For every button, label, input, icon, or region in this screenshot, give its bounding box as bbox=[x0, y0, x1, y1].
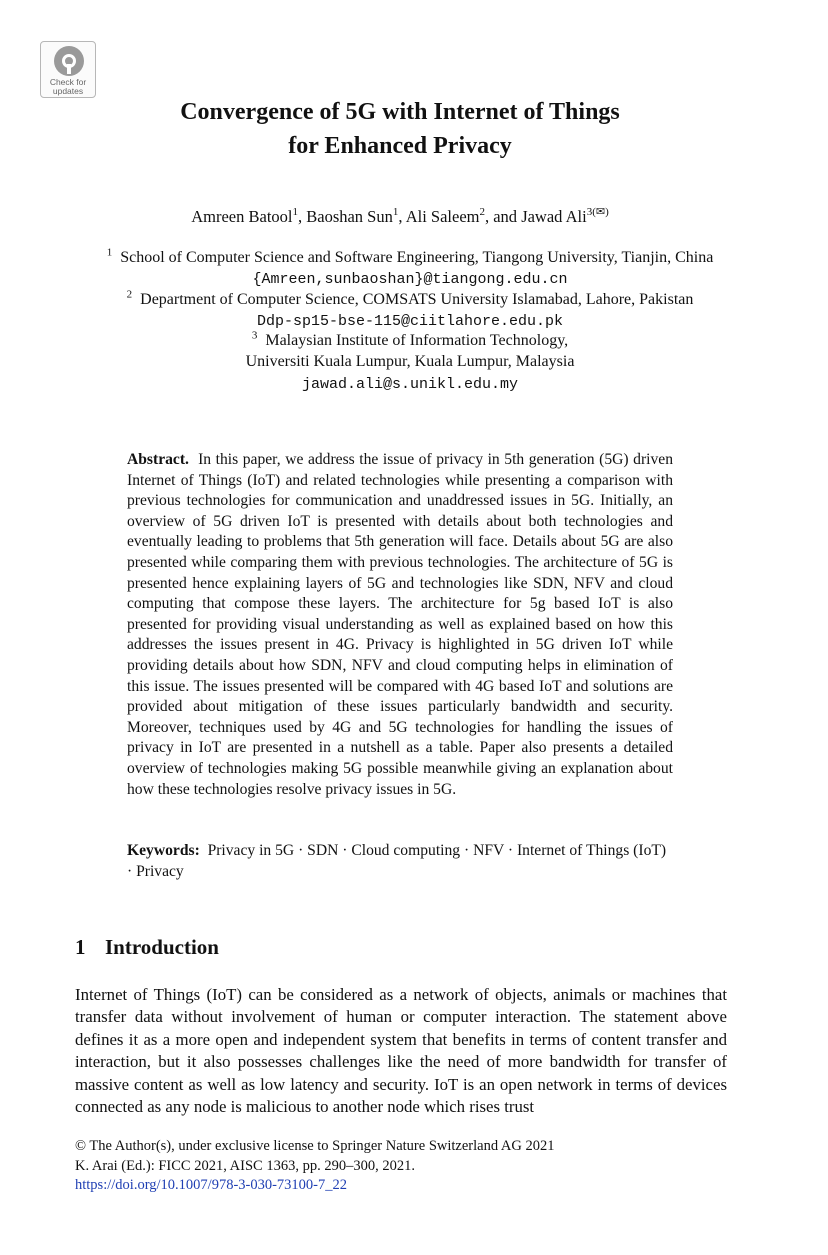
citation-line: K. Arai (Ed.): FICC 2021, AISC 1363, pp. 290–300, 2021. bbox=[75, 1157, 415, 1174]
badge-line1: Check for bbox=[49, 77, 87, 87]
author-name: Jawad Ali bbox=[521, 207, 587, 226]
affiliation-3-line2: Universiti Kuala Lumpur, Kuala Lumpur, Malaysia bbox=[245, 353, 575, 370]
keywords bbox=[127, 841, 673, 882]
author-name: Amreen Batool bbox=[191, 207, 293, 226]
affiliation-mark: 1 bbox=[106, 246, 113, 259]
title-line2: for Enhanced Privacy bbox=[288, 133, 512, 159]
author-list bbox=[100, 206, 700, 228]
affiliation-2 bbox=[60, 290, 760, 311]
author-affiliation-mark: 3(✉) bbox=[586, 205, 609, 218]
section-title: Introduction bbox=[105, 935, 219, 959]
affiliation-1 bbox=[60, 248, 760, 269]
affiliation-3 bbox=[60, 331, 760, 352]
check-for-updates-badge[interactable] bbox=[40, 41, 96, 98]
paper-title bbox=[100, 95, 700, 163]
badge-line2: updates bbox=[52, 86, 84, 96]
affiliation-2-email[interactable]: Ddp-sp15-bse-115@ciitlahore.edu.pk bbox=[256, 313, 564, 330]
intro-paragraph: Internet of Things (IoT) can be considered as a network of objects, animals or machines that transfer data without involvement of human or computer interaction. The statement above defines it as a more open and independent system that benefits in terms of content transfer and interaction, but it also possesses challenges like the need of more bandwidth for transfer of massive content as well as low latency and security. IoT is an open network in terms of devices connected as any node is malicious to another node which rises trust bbox=[75, 985, 727, 1117]
affiliation-3-email[interactable]: jawad.ali@s.unikl.edu.my bbox=[301, 376, 519, 393]
affiliation-1-email[interactable]: {Amreen,sunbaoshan}@tiangong.edu.cn bbox=[252, 271, 568, 288]
affiliation-text: Department of Computer Science, COMSATS University Islamabad, Lahore, Pakistan bbox=[140, 291, 694, 308]
author-affiliation-mark: 1 bbox=[292, 205, 298, 218]
author-name: Ali Saleem bbox=[405, 207, 480, 226]
author-separator: , and bbox=[484, 207, 522, 226]
abstract bbox=[127, 450, 673, 800]
author-affiliation-mark: 1 bbox=[392, 205, 399, 218]
section-number: 1 bbox=[75, 935, 86, 959]
affiliation-mark: 2 bbox=[126, 288, 133, 301]
copyright-line: © The Author(s), under exclusive license to Springer Nature Switzerland AG 2021 bbox=[75, 1138, 555, 1154]
abstract-label: Abstract. bbox=[127, 451, 189, 468]
author-name: Baoshan Sun bbox=[306, 207, 393, 226]
doi-link[interactable]: https://doi.org/10.1007/978-3-030-73100-7_22 bbox=[75, 1177, 348, 1193]
keywords-text: Privacy in 5G · SDN · Cloud computing · NFV · Internet of Things (IoT) · Privacy bbox=[127, 842, 667, 880]
affiliation-text: Malaysian Institute of Information Technology, bbox=[265, 332, 569, 349]
author-separator: , bbox=[398, 207, 406, 226]
author-separator: , bbox=[297, 207, 307, 226]
affiliation-mark: 3 bbox=[251, 329, 258, 342]
affiliation-text: School of Computer Science and Software Engineering, Tiangong University, Tianjin, China bbox=[120, 249, 714, 266]
check-updates-icon bbox=[54, 46, 84, 76]
title-line1: Convergence of 5G with Internet of Things bbox=[180, 99, 620, 125]
section-heading bbox=[75, 933, 219, 961]
page-footer bbox=[75, 1137, 554, 1196]
keywords-label: Keywords: bbox=[127, 842, 200, 859]
author-affiliation-mark: 2 bbox=[479, 205, 485, 218]
abstract-text: In this paper, we address the issue of privacy in 5th generation (5G) driven Internet of Things (IoT) and related technologies while presenting a comparison with previous technologies for communication and unaddressed issues in 5G. Initially, an overview of 5G driven IoT is presented with details about both technologies and eventually leading to problems that 5th generation will face. Details about 5G are also presented while comparing them with previous technologies. The architecture of 5G is presented hence explaining layers of 5G and technologies like SDN, NFV and cloud computing that compose these layers. The architecture for 5g based IoT is also presented for providing visual understanding as well as explained based on how this addresses the issues present in 4G. Privacy is highlighted in 5G driven IoT while providing details about how SDN, NFV and cloud computing helps in elimination of this issue. The issues presented will be compared with 4G based IoT and solutions are provided about mitigation of these issues particularly bandwidth and security. Moreover, techniques used by 4G and 5G technologies for handling the issues of privacy in IoT are presented in a nutshell as a table. Paper also presents a detailed overview of technologies making 5G possible meanwhile giving an explanation about how these technologies resolve privacy issues in 5G. bbox=[127, 451, 673, 798]
